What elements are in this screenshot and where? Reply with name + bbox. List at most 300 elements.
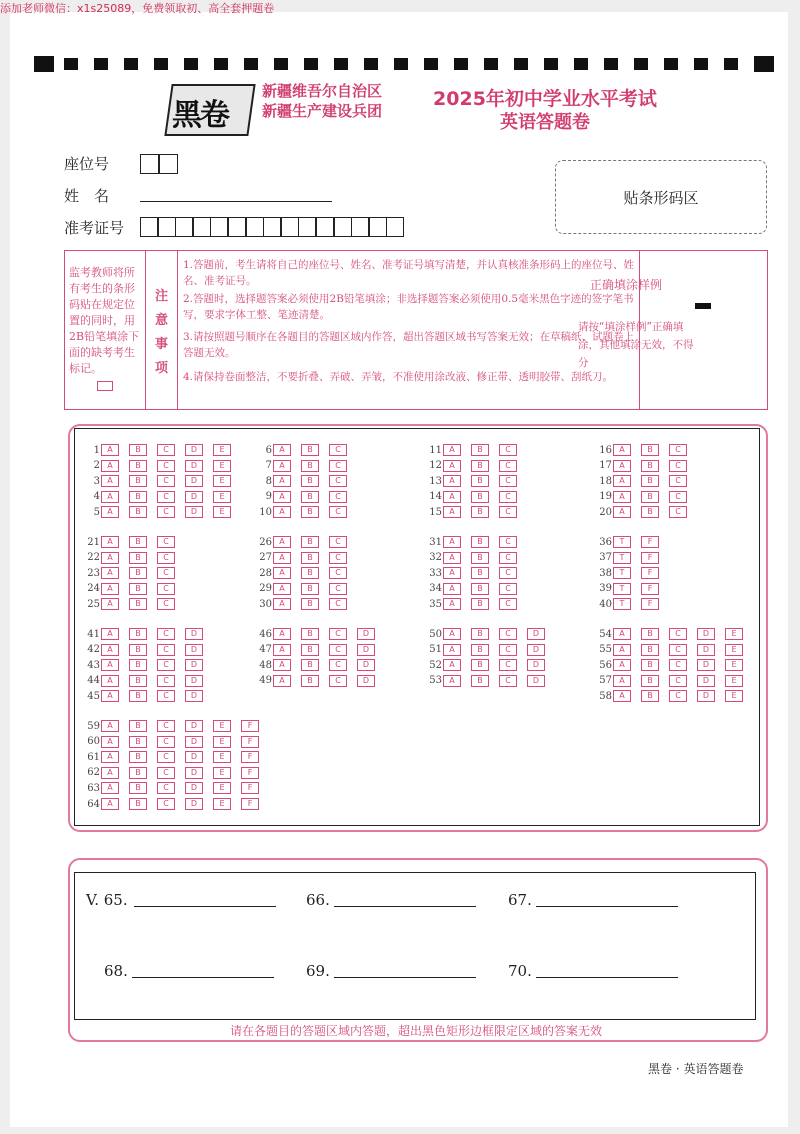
question-number: 1 — [93, 444, 100, 456]
answer-bubble[interactable]: A — [273, 460, 291, 472]
answer-bubble[interactable]: B — [641, 628, 659, 640]
answer-bubble[interactable]: B — [129, 583, 147, 595]
answer-bubble[interactable]: F — [241, 767, 259, 779]
timing-mark — [574, 58, 588, 70]
answer-bubble[interactable]: C — [157, 767, 175, 779]
answer-bubble[interactable]: B — [301, 460, 319, 472]
answer-bubble[interactable]: E — [725, 675, 743, 687]
answer-bubble[interactable]: C — [157, 460, 175, 472]
answer-bubble[interactable]: B — [301, 506, 319, 518]
exam-id-digit-box[interactable] — [210, 217, 228, 237]
answer-bubble[interactable]: B — [301, 536, 319, 548]
answer-bubble[interactable]: A — [613, 675, 631, 687]
answer-bubble[interactable]: B — [129, 628, 147, 640]
answer-bubble[interactable]: E — [725, 659, 743, 671]
answer-bubble[interactable]: A — [273, 506, 291, 518]
answer-bubble[interactable]: A — [443, 552, 461, 564]
answer-bubble[interactable]: A — [101, 475, 119, 487]
answer-bubble[interactable]: A — [273, 659, 291, 671]
answer-bubble[interactable]: A — [273, 536, 291, 548]
answer-bubble[interactable]: A — [613, 475, 631, 487]
answer-bubble[interactable]: A — [443, 628, 461, 640]
answer-bubble[interactable]: E — [213, 798, 231, 810]
answer-bubble[interactable]: D — [185, 506, 203, 518]
exam-id-digit-box[interactable] — [263, 217, 281, 237]
answer-bubble[interactable]: A — [101, 444, 119, 456]
answer-bubble[interactable]: F — [641, 598, 659, 610]
answer-bubble[interactable]: B — [301, 444, 319, 456]
answer-bubble[interactable]: B — [129, 675, 147, 687]
exam-id-digit-box[interactable] — [246, 217, 264, 237]
question-row — [84, 552, 185, 564]
question-number: 4 — [93, 491, 100, 503]
answer-bubble[interactable]: A — [443, 659, 461, 671]
answer-bubble[interactable]: A — [101, 720, 119, 732]
answer-bubble[interactable]: C — [329, 675, 347, 687]
answer-bubble[interactable]: A — [613, 690, 631, 702]
answer-bubble[interactable]: B — [129, 659, 147, 671]
answer-bubble[interactable]: F — [641, 536, 659, 548]
answer-bubble[interactable]: D — [185, 690, 203, 702]
answer-bubble[interactable]: F — [241, 720, 259, 732]
question-number: 59 — [87, 720, 100, 732]
answer-bubble[interactable]: C — [499, 675, 517, 687]
answer-bubble[interactable]: B — [641, 444, 659, 456]
answer-bubble[interactable]: C — [499, 536, 517, 548]
answer-bubble[interactable]: D — [185, 675, 203, 687]
exam-id-digit-box[interactable] — [175, 217, 193, 237]
answer-bubble[interactable]: C — [499, 475, 517, 487]
answer-bubble[interactable]: A — [273, 675, 291, 687]
answer-bubble[interactable]: A — [101, 659, 119, 671]
answer-bubble[interactable]: A — [273, 583, 291, 595]
answer-bubble[interactable]: T — [613, 567, 631, 579]
question-number: 26 — [259, 536, 272, 548]
answer-bubble[interactable]: A — [443, 460, 461, 472]
answer-bubble[interactable]: B — [129, 491, 147, 503]
name-field[interactable] — [140, 201, 332, 202]
answer-bubble[interactable]: E — [213, 460, 231, 472]
answer-bubble[interactable]: B — [129, 475, 147, 487]
answer-bubble[interactable]: A — [273, 444, 291, 456]
answer-bubble[interactable]: T — [613, 536, 631, 548]
answer-bubble[interactable]: E — [213, 736, 231, 748]
answer-bubble[interactable]: B — [471, 491, 489, 503]
exam-id-digit-box[interactable] — [140, 217, 158, 237]
answer-bubble[interactable]: C — [669, 644, 687, 656]
question-row — [426, 460, 527, 472]
answer-bubble[interactable]: D — [527, 675, 545, 687]
answer-bubble[interactable]: C — [157, 659, 175, 671]
answer-bubble[interactable]: E — [725, 644, 743, 656]
answer-bubble[interactable]: B — [129, 598, 147, 610]
question-row — [256, 491, 357, 503]
answer-bubble[interactable]: C — [157, 583, 175, 595]
answer-bubble[interactable]: C — [669, 506, 687, 518]
blank-answer-line[interactable] — [132, 977, 274, 978]
answer-bubble[interactable]: A — [613, 444, 631, 456]
answer-bubble[interactable]: C — [157, 491, 175, 503]
answer-bubble[interactable]: C — [499, 567, 517, 579]
answer-bubble[interactable]: C — [329, 644, 347, 656]
answer-bubble[interactable]: D — [185, 475, 203, 487]
answer-bubble[interactable]: B — [129, 736, 147, 748]
question-number: 62 — [87, 767, 100, 779]
question-number: 39 — [599, 583, 612, 595]
answer-bubble[interactable]: B — [129, 767, 147, 779]
answer-bubble[interactable]: F — [641, 552, 659, 564]
answer-bubble[interactable]: F — [241, 782, 259, 794]
answer-bubble[interactable]: C — [499, 628, 517, 640]
answer-bubble[interactable]: F — [241, 798, 259, 810]
answer-bubble[interactable]: C — [669, 628, 687, 640]
answer-bubble[interactable]: D — [527, 659, 545, 671]
answer-bubble[interactable]: E — [213, 720, 231, 732]
answer-bubble[interactable]: A — [613, 659, 631, 671]
answer-bubble[interactable]: B — [129, 751, 147, 763]
timing-mark — [724, 58, 738, 70]
answer-bubble[interactable]: C — [329, 628, 347, 640]
answer-bubble[interactable]: C — [157, 751, 175, 763]
answer-bubble[interactable]: T — [613, 552, 631, 564]
notice-title-char: 意 — [155, 313, 169, 328]
question-number: 5 — [93, 506, 100, 518]
answer-bubble[interactable]: A — [101, 736, 119, 748]
answer-bubble[interactable]: A — [613, 644, 631, 656]
answer-bubble[interactable]: C — [329, 475, 347, 487]
answer-bubble[interactable]: A — [101, 751, 119, 763]
answer-bubble[interactable]: D — [527, 628, 545, 640]
answer-bubble[interactable]: C — [669, 475, 687, 487]
timing-mark — [424, 58, 438, 70]
answer-bubble[interactable]: E — [213, 491, 231, 503]
answer-bubble[interactable]: B — [129, 690, 147, 702]
answer-bubble[interactable]: C — [669, 659, 687, 671]
answer-bubble[interactable]: D — [697, 690, 715, 702]
answer-bubble[interactable]: B — [471, 506, 489, 518]
answer-bubble[interactable]: D — [697, 628, 715, 640]
answer-bubble[interactable]: E — [725, 628, 743, 640]
answer-bubble[interactable]: A — [613, 628, 631, 640]
answer-bubble[interactable]: B — [471, 567, 489, 579]
answer-bubble[interactable]: F — [641, 583, 659, 595]
answer-bubble[interactable]: D — [185, 736, 203, 748]
answer-bubble[interactable]: A — [101, 460, 119, 472]
answer-bubble[interactable]: C — [329, 506, 347, 518]
question-row — [596, 567, 669, 579]
answer-bubble[interactable]: A — [443, 444, 461, 456]
answer-bubble[interactable]: A — [101, 675, 119, 687]
answer-bubble[interactable]: D — [527, 644, 545, 656]
answer-bubble[interactable]: C — [669, 444, 687, 456]
answer-bubble[interactable]: D — [357, 675, 375, 687]
answer-bubble[interactable]: A — [273, 491, 291, 503]
answer-bubble[interactable]: D — [185, 798, 203, 810]
answer-bubble[interactable]: C — [329, 659, 347, 671]
answer-bubble[interactable]: B — [641, 506, 659, 518]
answer-bubble[interactable]: E — [213, 475, 231, 487]
answer-bubble[interactable]: C — [157, 782, 175, 794]
answer-bubble[interactable]: B — [641, 644, 659, 656]
answer-bubble[interactable]: D — [185, 444, 203, 456]
answer-bubble[interactable]: B — [129, 782, 147, 794]
question-number: 29 — [259, 583, 272, 595]
answer-bubble[interactable]: D — [185, 460, 203, 472]
answer-bubble[interactable]: C — [157, 552, 175, 564]
absent-mark-box[interactable] — [97, 381, 113, 391]
answer-bubble[interactable]: B — [301, 475, 319, 487]
question-number: 61 — [87, 751, 100, 763]
timing-mark — [634, 58, 648, 70]
answer-bubble[interactable]: D — [697, 675, 715, 687]
answer-bubble[interactable]: A — [443, 675, 461, 687]
answer-bubble[interactable]: E — [213, 444, 231, 456]
answer-bubble[interactable]: C — [329, 583, 347, 595]
answer-bubble[interactable]: B — [129, 552, 147, 564]
answer-bubble[interactable]: B — [129, 720, 147, 732]
answer-bubble[interactable]: F — [241, 751, 259, 763]
answer-bubble[interactable]: C — [157, 720, 175, 732]
rule-item: 1.答题前，考生请将自己的座位号、姓名、准考证号填写清楚，并认真核准条形码上的座位号、姓名、准考证号。 — [183, 259, 635, 287]
answer-bubble[interactable]: A — [273, 644, 291, 656]
answer-bubble[interactable]: B — [471, 536, 489, 548]
answer-bubble[interactable]: B — [471, 628, 489, 640]
answer-bubble[interactable]: C — [157, 628, 175, 640]
answer-bubble[interactable]: B — [471, 675, 489, 687]
answer-bubble[interactable]: B — [471, 552, 489, 564]
answer-bubble[interactable]: A — [101, 583, 119, 595]
answer-bubble[interactable]: C — [329, 460, 347, 472]
question-row — [84, 659, 213, 671]
blank-answer-line[interactable] — [334, 906, 476, 907]
answer-bubble[interactable]: F — [641, 567, 659, 579]
answer-bubble[interactable]: B — [301, 628, 319, 640]
answer-bubble[interactable]: A — [443, 475, 461, 487]
exam-id-digit-box[interactable] — [316, 217, 334, 237]
answer-bubble[interactable]: B — [129, 460, 147, 472]
answer-bubble[interactable]: B — [301, 567, 319, 579]
answer-bubble[interactable]: B — [301, 583, 319, 595]
answer-bubble[interactable]: B — [641, 690, 659, 702]
question-number: 19 — [599, 491, 612, 503]
notice-title-char: 注 — [155, 289, 169, 304]
answer-bubble[interactable]: A — [101, 491, 119, 503]
answer-bubble[interactable]: A — [101, 628, 119, 640]
exam-id-digit-box[interactable] — [298, 217, 316, 237]
answer-bubble[interactable]: A — [443, 583, 461, 595]
exam-id-digit-box[interactable] — [281, 217, 299, 237]
answer-bubble[interactable]: D — [185, 491, 203, 503]
answer-bubble[interactable]: B — [641, 659, 659, 671]
answer-bubble[interactable]: A — [443, 536, 461, 548]
exam-id-digit-box[interactable] — [158, 217, 176, 237]
question-row — [596, 536, 669, 548]
answer-bubble[interactable]: A — [273, 552, 291, 564]
question-row — [596, 628, 753, 640]
answer-bubble[interactable]: B — [301, 659, 319, 671]
exam-subtitle: 英语答题卷 — [500, 112, 590, 133]
answer-bubble[interactable]: C — [499, 444, 517, 456]
answer-bubble[interactable]: C — [329, 444, 347, 456]
answer-bubble[interactable]: D — [185, 644, 203, 656]
answer-bubble[interactable]: D — [697, 644, 715, 656]
answer-bubble[interactable]: B — [129, 506, 147, 518]
answer-bubble[interactable]: C — [499, 491, 517, 503]
answer-bubble[interactable]: A — [443, 506, 461, 518]
answer-bubble[interactable]: C — [499, 506, 517, 518]
answer-bubble[interactable]: C — [157, 798, 175, 810]
question-number: 8 — [265, 475, 272, 487]
answer-bubble[interactable]: B — [471, 583, 489, 595]
answer-bubble[interactable]: D — [185, 628, 203, 640]
answer-bubble[interactable]: T — [613, 598, 631, 610]
answer-bubble[interactable]: C — [669, 460, 687, 472]
answer-bubble[interactable]: A — [101, 536, 119, 548]
answer-bubble[interactable]: B — [301, 552, 319, 564]
answer-bubble[interactable]: C — [157, 567, 175, 579]
answer-bubble[interactable]: C — [499, 583, 517, 595]
seat-digit-box[interactable] — [158, 154, 178, 174]
answer-bubble[interactable]: A — [443, 598, 461, 610]
answer-bubble[interactable]: B — [641, 491, 659, 503]
answer-bubble[interactable]: A — [101, 598, 119, 610]
answer-bubble[interactable]: E — [213, 782, 231, 794]
answer-bubble[interactable]: C — [669, 690, 687, 702]
answer-bubble[interactable]: C — [329, 598, 347, 610]
answer-bubble[interactable]: B — [641, 460, 659, 472]
answer-bubble[interactable]: D — [185, 782, 203, 794]
answer-bubble[interactable]: C — [157, 536, 175, 548]
answer-bubble[interactable]: C — [157, 644, 175, 656]
answer-bubble[interactable]: C — [157, 475, 175, 487]
answer-bubble[interactable]: E — [213, 506, 231, 518]
answer-bubble[interactable]: D — [357, 659, 375, 671]
answer-bubble[interactable]: B — [129, 536, 147, 548]
answer-bubble[interactable]: C — [329, 567, 347, 579]
answer-bubble[interactable]: A — [101, 782, 119, 794]
blank-answer-line[interactable] — [134, 906, 276, 907]
question-number: 41 — [87, 628, 100, 640]
question-row — [426, 628, 555, 640]
answer-bubble[interactable]: C — [669, 491, 687, 503]
answer-bubble[interactable]: D — [697, 659, 715, 671]
answer-bubble[interactable]: A — [101, 767, 119, 779]
answer-bubble[interactable]: B — [129, 644, 147, 656]
answer-bubble[interactable]: A — [273, 628, 291, 640]
question-row — [426, 475, 527, 487]
answer-bubble[interactable]: C — [157, 598, 175, 610]
answer-bubble[interactable]: F — [241, 736, 259, 748]
answer-bubble[interactable]: C — [499, 598, 517, 610]
exam-id-digit-box[interactable] — [386, 217, 404, 237]
answer-bubble[interactable]: C — [157, 444, 175, 456]
answer-bubble[interactable]: A — [101, 644, 119, 656]
question-row — [84, 598, 185, 610]
answer-bubble[interactable]: A — [101, 506, 119, 518]
answer-bubble[interactable]: T — [613, 583, 631, 595]
exam-id-digit-box[interactable] — [334, 217, 352, 237]
answer-bubble[interactable]: B — [471, 460, 489, 472]
answer-bubble[interactable]: E — [213, 767, 231, 779]
question-number: 63 — [87, 782, 100, 794]
answer-bubble[interactable]: B — [301, 491, 319, 503]
exam-id-digit-box[interactable] — [351, 217, 369, 237]
answer-bubble[interactable]: C — [157, 675, 175, 687]
blank-answer-line[interactable] — [536, 906, 678, 907]
answer-bubble[interactable]: C — [157, 690, 175, 702]
answer-bubble[interactable]: B — [301, 675, 319, 687]
answer-bubble[interactable]: D — [185, 720, 203, 732]
answer-bubble[interactable]: A — [443, 644, 461, 656]
blank-answer-line[interactable] — [536, 977, 678, 978]
answer-bubble[interactable]: B — [129, 798, 147, 810]
answer-bubble[interactable]: B — [471, 444, 489, 456]
answer-bubble[interactable]: C — [499, 644, 517, 656]
answer-bubble[interactable]: B — [129, 444, 147, 456]
answer-bubble[interactable]: A — [273, 567, 291, 579]
question-row — [426, 506, 527, 518]
answer-bubble[interactable]: B — [301, 598, 319, 610]
answer-bubble[interactable]: B — [301, 644, 319, 656]
exam-id-digit-box[interactable] — [228, 217, 246, 237]
answer-bubble[interactable]: D — [357, 644, 375, 656]
answer-bubble[interactable]: E — [213, 751, 231, 763]
answer-bubble[interactable]: C — [499, 460, 517, 472]
answer-bubble[interactable]: A — [101, 690, 119, 702]
answer-bubble[interactable]: C — [499, 552, 517, 564]
answer-bubble[interactable]: B — [471, 659, 489, 671]
answer-bubble[interactable]: B — [471, 644, 489, 656]
question-number: 37 — [599, 552, 612, 564]
question-row — [84, 475, 241, 487]
answer-bubble[interactable]: A — [613, 506, 631, 518]
answer-bubble[interactable]: A — [101, 552, 119, 564]
answer-bubble[interactable]: A — [101, 567, 119, 579]
answer-bubble[interactable]: A — [101, 798, 119, 810]
answer-bubble[interactable]: E — [725, 690, 743, 702]
answer-bubble[interactable]: A — [613, 491, 631, 503]
exam-id-digit-box[interactable] — [193, 217, 211, 237]
answer-bubble[interactable]: D — [185, 767, 203, 779]
answer-bubble[interactable]: B — [641, 475, 659, 487]
seat-digit-box[interactable] — [140, 154, 160, 174]
answer-bubble[interactable]: D — [357, 628, 375, 640]
answer-bubble[interactable]: C — [329, 552, 347, 564]
question-row — [256, 552, 357, 564]
exam-id-digit-box[interactable] — [369, 217, 387, 237]
answer-bubble[interactable]: A — [613, 460, 631, 472]
answer-bubble[interactable]: C — [157, 506, 175, 518]
answer-bubble[interactable]: C — [669, 675, 687, 687]
answer-bubble[interactable]: A — [443, 567, 461, 579]
answer-bubble[interactable]: D — [185, 659, 203, 671]
answer-bubble[interactable]: B — [471, 475, 489, 487]
answer-bubble[interactable]: A — [443, 491, 461, 503]
blank-answer-line[interactable] — [334, 977, 476, 978]
answer-bubble[interactable]: A — [273, 475, 291, 487]
answer-bubble[interactable]: C — [499, 659, 517, 671]
answer-bubble[interactable]: C — [157, 736, 175, 748]
answer-bubble[interactable]: B — [641, 675, 659, 687]
answer-bubble[interactable]: B — [129, 567, 147, 579]
notice-title-cell — [145, 251, 178, 409]
question-number: 3 — [93, 475, 100, 487]
answer-bubble[interactable]: C — [329, 491, 347, 503]
answer-bubble[interactable]: D — [185, 751, 203, 763]
answer-bubble[interactable]: B — [471, 598, 489, 610]
answer-bubble[interactable]: C — [329, 536, 347, 548]
answer-bubble[interactable]: A — [273, 598, 291, 610]
